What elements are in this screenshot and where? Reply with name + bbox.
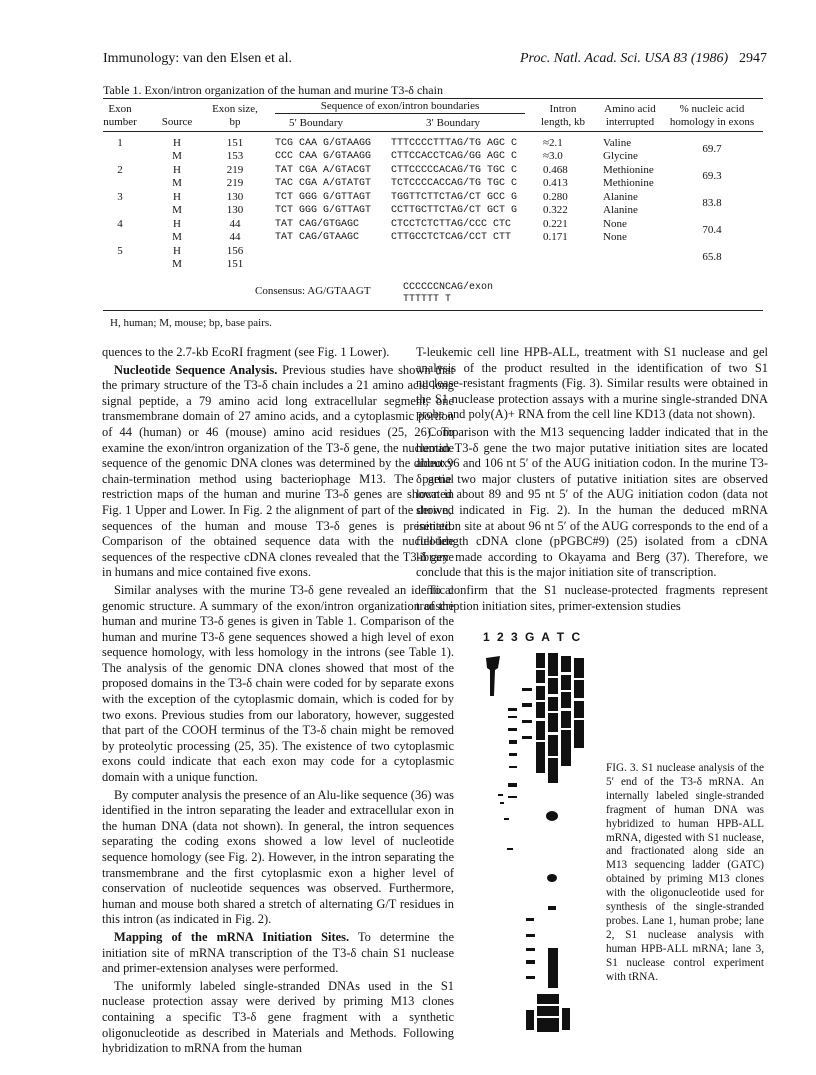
col-header-homology: % nucleic acid homology in exons (669, 103, 755, 128)
running-header-right (520, 50, 767, 68)
homology-exon-4: 70.4 (702, 224, 722, 236)
paragraph: T-leukemic cell line HPB-ALL, treatment with S1 nuclease and gel analysis of the product resulted in the identification of two S1 nuclease-resistant fragments (Fig. 3). Similar results were obtained in the S1 nuclease protection assays with a murine single-stranded DNA probe and poly(A)+ RNA from the cell line KD13 (data not shown). (416, 345, 768, 422)
paragraph: Similar analyses with the murine T3-δ gene revealed an identical genomic structure. A summary of the exon/intron organization of the human and murine T3-δ genes is given in Table 1. Comparison of the human and murine T3-δ gene sequences showed a high level of exon sequence homology, with less homology in the introns (see Table 1). The analysis of the genomic DNA clones showed that most of the proposed domains in the T3-δ chain were coded for by separate exons with the exception of the cytoplasmic domain, which is coded for by two exons. Previous studies from our laboratory, however, suggested that part of the COOH terminus of the T3-δ chain might be removed by proteolytic processing (25, 35). The existence of two cytoplasmic exons could indicate that each exon may code for a cytoplasmic domain with a unique function. (102, 582, 454, 785)
section-heading: Nucleotide Sequence Analysis. (114, 362, 278, 377)
paragraph: Mapping of the mRNA Initiation Sites. To determine the initiation site of mRNA transcription of the T3-δ chain S1 nuclease and primer-extension analyses were performed. (102, 929, 454, 976)
table-top-rule (103, 98, 763, 99)
section-heading: Mapping of the mRNA Initiation Sites. (114, 929, 350, 944)
left-column (102, 345, 454, 1059)
gel-lane-labels: 1 2 3 G A T C (483, 630, 583, 644)
col-header-intron-length: Intron length, kb (541, 103, 585, 128)
homology-exon-1: 69.7 (702, 143, 722, 155)
right-column (416, 345, 768, 616)
col-header-source: Source (161, 116, 193, 128)
homology-exon-3: 83.8 (702, 197, 722, 209)
running-header-left: Immunology: van den Elsen et al. (103, 51, 292, 66)
col-header-5-boundary: 5′ Boundary (288, 117, 344, 129)
paragraph: To confirm that the S1 nuclease-protected fragments represent transcription initiation sites, primer-extension studies (416, 582, 768, 613)
figure-3-caption: FIG. 3. S1 nuclease analysis of the 5′ end of the T3-δ mRNA. An internally labeled single-stranded fragment of human DNA was hybridized to human HPB-ALL mRNA, digested with S1 nuclease, and fractionated along side an M13 sequencing ladder (GATC) obtained by priming M13 clones with the oligonucleotide used for synthesis of the single-stranded probes. Lane 1, human probe; lane 2, S1 nuclease analysis with human HPB-ALL mRNA; lane 3, S1 nuclease control experiment with tRNA. (606, 762, 764, 983)
col-header-exon-size: Exon size, bp (212, 103, 258, 128)
paragraph: The uniformly labeled single-stranded DNAs used in the S1 nuclease protection assay were derived by priming M13 clones containing a specific T3-δ gene fragment with a synthetic oligonucleotide as described in Materials and Methods. Following hybridization to mRNA from the human (102, 978, 454, 1056)
col-header-sequence-group: Sequence of exon/intron boundaries (320, 100, 480, 112)
paragraph: quences to the 2.7-kb EcoRI fragment (see Fig. 1 Lower). (102, 345, 390, 359)
consensus-3-line2: TTTTTT T (403, 294, 452, 305)
journal-citation: Proc. Natl. Acad. Sci. USA 83 (1986) (520, 51, 729, 66)
table-bottom-rule (103, 310, 763, 311)
gel-autoradiograph (478, 648, 594, 1044)
col-header-amino-acid: Amino acid interrupted (604, 103, 656, 128)
paragraph: Nucleotide Sequence Analysis. Previous studies have shown that the primary structure of the T3-δ chain includes a 21 amino acid long signal peptide, a 79 amino acid long extracellular segment, one transmembrane domain of 27 amino acids, and a cytoplasmic portion of 44 (human) or 46 (mouse) amino acid residues (25, 26). To examine the exon/intron organization of the T3-δ gene, the nucleotide sequence of the genomic DNA clones was determined by the dideoxy chain-termination method using bacteriophage M13. The partial restriction maps of the human and murine T3-δ genes are shown in Fig. 1 Upper and Lower. In Fig. 2 the alignment of part of the derived sequences of the human and mouse T3-δ genes is presented. Comparison of the obtained sequence data with the nucleotide sequences of the respective cDNA clones revealed that the T3-δ gene in humans and mice contained five exons. (102, 362, 455, 580)
sequence-group-rule (275, 113, 525, 114)
page-number: 2947 (739, 51, 767, 66)
table-footnote: H, human; M, mouse; bp, base pairs. (110, 317, 272, 329)
col-header-exon: Exon number (103, 103, 137, 128)
exon-intron-table: Exon number Source Exon size, bp Sequence of exon/intron boundaries 5′ Boundary 3′ Boundary Intron length, kb Amino acid interrupted % nucleic acid homology in exons 1 H 151 TCG CAA G/GTAAGG TTTCCCCTTTAG/TG AGC C ≈2.1 Valine M 153 CCC CAA G/GTAAGG CTTCCACCTCAG/GG AGC C ≈3.0 Glycine 2 H 219 TAT CGA A/GTACGT CTTCCCCCACAG/TG TGC C 0.468 Methionine M 219 TAC CGA A/GTATGT TCTCCCCACCAG/TG TGC C 0.413 Methionine 3 H 130 TCT GGG G/GTTAGT TGGTTCTTCTAG/CT GCC G 0.280 Alanine M 130 TCT GGG G/GTTAGT CCTTGCTTCTAG/CT GCT G 0.322 Alanine 4 H 44 TAT CAG/GTGAGC CTCCTCTCTTAG/CCC CTC 0.221 None M 44 TAT CAG/GTAAGC CTTGCCTCTCAG/CCT CTT 0.171 None 5 H 156 M 151 69.7 69.3 83.8 70.4 65.8 Consensus: AG/GTAAGT CCCCCCNCAG/exon TTTTTT T (103, 98, 763, 300)
homology-exon-2: 69.3 (702, 170, 722, 182)
consensus-label: Consensus: AG/GTAAGT (255, 285, 371, 297)
header-bottom-rule (103, 131, 763, 132)
homology-exon-5: 65.8 (702, 251, 722, 263)
paragraph: Comparison with the M13 sequencing ladder indicated that in the human T3-δ gene the two major putative initiation sites are located about 96 and 106 nt 5′ of the AUG initiation codon. In the murine T3-δ gene two major clusters of putative initiation sites are observed located about 89 and 95 nt 5′ of the AUG initiation codon (data not shown, indicated in Fig. 2). In the human the deduced mRNA initiation site at about 96 nt 5′ of the AUG corresponds to the end of a full-length cDNA clone (pPGBC#9) (25) isolated from a cDNA library made according to Okayama and Berg (37). Therefore, we conclude that this is the major initiation site of transcription. (416, 424, 768, 580)
paragraph: By computer analysis the presence of an Alu-like sequence (36) was identified in the intron separating the leader and extracellular exon in the human DNA (data not shown). In general, the intron sequences separating the coding exons showed a low level of nucleotide sequence homology (see Fig. 2). However, in the intron separating the transmembrane and the first cytoplasmic exon a higher level of conservation of nucleotide sequences was observed. Furthermore, human and mouse both shared a stretch of alternating G/T residues in this intron (as indicated in Fig. 2). (102, 787, 454, 927)
table-caption: Table 1. Exon/intron organization of the human and murine T3-δ chain (103, 83, 443, 97)
col-header-3-boundary: 3′ Boundary (425, 117, 481, 129)
consensus-3-line1: CCCCCCNCAG/exon (403, 282, 494, 293)
